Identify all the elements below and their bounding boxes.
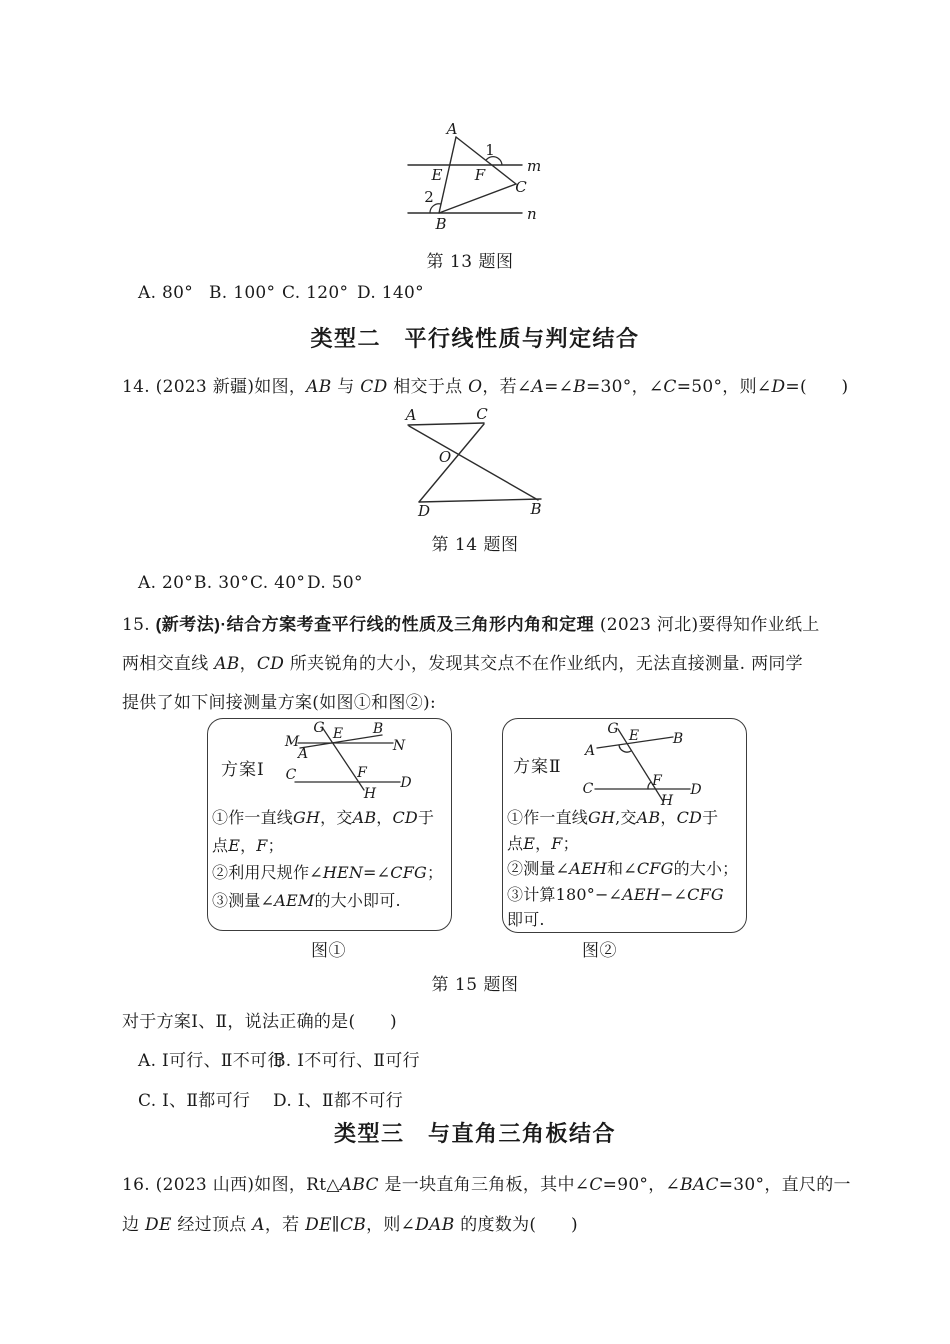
plan1-label-D: D: [400, 775, 412, 791]
plan1-step2: 点E，F；: [212, 835, 284, 855]
plan2-label-B: B: [672, 731, 684, 747]
fig13-label-1: 1: [485, 141, 495, 159]
section-heading-type2: 类型二 平行线性质与判定结合: [310, 326, 640, 351]
fig14-label-A: A: [405, 406, 417, 424]
plan2-label-A: A: [584, 743, 596, 759]
plan2-label-G: G: [607, 721, 619, 737]
plan1-label-A: A: [297, 746, 309, 762]
fig13-label-n: n: [527, 205, 537, 223]
fig14-label-D: D: [417, 502, 431, 520]
options-q14: [138, 573, 363, 593]
fig13-label-C: C: [515, 178, 527, 196]
figure-plan2: [555, 720, 705, 810]
plan2-step1: ①作一直线GH,交AB，CD于: [507, 808, 719, 827]
options-q13: [138, 283, 424, 303]
caption-q14: 第 14 题图: [431, 535, 519, 555]
caption-q15: 第 15 题图: [431, 975, 519, 995]
fig14-label-B: B: [530, 500, 542, 518]
figure-q14: [400, 405, 550, 522]
fig14-label-O: O: [438, 448, 452, 466]
caption-plan2: 图②: [582, 941, 617, 961]
plan2-label-H: H: [660, 793, 674, 809]
option-b: B. 100°: [209, 283, 276, 303]
q15-stem-line1: 15. (新考法)·结合方案考查平行线的性质及三角形内角和定理 (2023 河北)要得知作业纸上: [122, 615, 820, 635]
plan1-label-M: M: [284, 734, 300, 750]
option-c: C. 40°: [250, 573, 306, 593]
segment-BC: [439, 184, 516, 213]
plan2-label-F: F: [652, 773, 662, 789]
plan2-title: 方案Ⅱ: [513, 757, 562, 777]
plan2-steps: [507, 805, 743, 933]
option-d: D. 140°: [357, 283, 424, 303]
q16-stem-line2: 边 DE 经过顶点 A，若 DE∥CB，则∠DAB 的度数为( ): [122, 1215, 578, 1235]
plan1-step4: ③测量∠AEM的大小即可.: [212, 890, 401, 910]
fig14-label-C: C: [476, 405, 488, 423]
q15-question: 对于方案Ⅰ、Ⅱ，说法正确的是( ): [122, 1012, 397, 1032]
options-q15-row1: [138, 1046, 420, 1071]
fig13-label-F: F: [474, 166, 486, 184]
option-d: D. Ⅰ、Ⅱ都不可行: [273, 1091, 404, 1111]
plan1-title: 方案Ⅰ: [221, 760, 265, 780]
q15-stem-line3: 提供了如下间接测量方案(如图①和图②):: [122, 693, 436, 713]
plan2-step5: 即可.: [507, 910, 545, 929]
angle-CFG-arc: [648, 782, 651, 789]
plan2-label-C: C: [582, 781, 594, 797]
options-q15-row2: [138, 1086, 403, 1111]
option-c: C. Ⅰ、Ⅱ都可行: [138, 1091, 251, 1111]
plan2-step4: ③计算180°−∠AEH−∠CFG: [507, 884, 724, 904]
option-b: B. 30°: [194, 573, 250, 593]
plan2-label-D: D: [690, 782, 702, 798]
segment-AC: [408, 423, 484, 425]
fig13-label-A: A: [446, 120, 458, 138]
q15-stem-line2: 两相交直线 AB，CD 所夹锐角的大小，发现其交点不在作业纸内，无法直接测量. 两同学: [122, 654, 803, 674]
figure-plan1: [285, 720, 415, 802]
caption-plan1: 图①: [311, 941, 346, 961]
q14-stem: 14. (2023 新疆)如图，AB 与 CD 相交于点 O，若∠A=∠B=30°，∠C=50°，则∠D=( ): [122, 377, 849, 397]
option-a: A. 20°: [138, 573, 194, 593]
fig13-label-E: E: [431, 166, 443, 184]
plan1-step3: ②利用尺规作∠HEN=∠CFG；: [212, 863, 444, 882]
option-b: B. Ⅰ不可行、Ⅱ可行: [273, 1051, 420, 1071]
option-d: D. 50°: [307, 573, 363, 593]
q16-stem-line1: 16. (2023 山西)如图，Rt△ABC 是一块直角三角板，其中∠C=90°，∠BAC=30°，直尺的一: [122, 1175, 851, 1195]
section-heading-type3: 类型三 与直角三角板结合: [333, 1121, 616, 1146]
plan1-steps: [212, 804, 448, 914]
segment-DB: [419, 499, 541, 502]
plan1-label-H: H: [363, 786, 377, 802]
option-c: C. 120°: [282, 283, 349, 303]
caption-q13: 第 13 题图: [426, 252, 514, 272]
plan1-label-C: C: [285, 767, 297, 783]
plan1-label-E: E: [332, 726, 344, 742]
plan1-label-F: F: [357, 765, 367, 781]
plan1-label-B: B: [372, 721, 384, 737]
fig13-label-B: B: [435, 215, 447, 233]
option-a: A. 80°: [138, 283, 194, 303]
plan1-step1: ①作一直线GH，交AB，CD于: [212, 808, 435, 827]
plan2-step2: 点E，F；: [507, 833, 579, 853]
plan2-label-E: E: [628, 728, 640, 744]
fig13-label-2: 2: [424, 188, 434, 206]
figure-q13: [400, 122, 540, 237]
option-a: A. Ⅰ可行、Ⅱ不可行: [138, 1051, 285, 1071]
plan2-step3: ②测量∠AEH和∠CFG的大小；: [507, 859, 739, 878]
plan1-label-N: N: [392, 738, 406, 754]
fig13-label-m: m: [527, 157, 542, 175]
plan1-label-G: G: [313, 720, 325, 736]
